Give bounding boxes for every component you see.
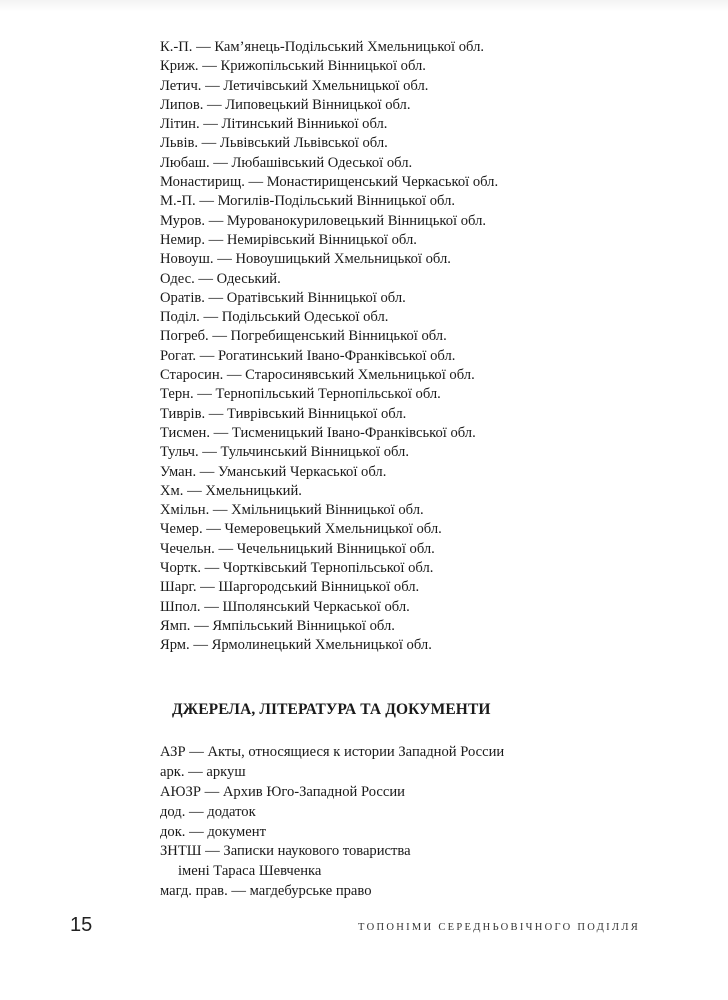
abbreviation-entry: Тисмен. — Тисменицький Івано-Франківської обл. xyxy=(160,424,476,441)
abbreviation-entry: Ямп. — Ямпільський Вінницької обл. xyxy=(160,617,395,634)
abbreviation-entry: Липов. — Липовецький Вінницької обл. xyxy=(160,96,411,113)
abbreviation-entry: Оратів. — Оратівський Вінницької обл. xyxy=(160,289,406,306)
abbreviation-entry: Монастирищ. — Монастирищенський Черкаської обл. xyxy=(160,174,499,191)
abbreviation-entry: Уман. — Уманський Черкаської обл. xyxy=(160,463,387,480)
abbreviation-entry: Шпол. — Шполянський Черкаської обл. xyxy=(160,598,410,615)
source-entry: дод. — додаток xyxy=(160,803,256,820)
abbreviation-entry: Літин. — Літинський Вінниької обл. xyxy=(160,116,388,133)
abbreviation-entry: Чортк. — Чортківський Тернопільської обл. xyxy=(160,560,434,577)
abbreviation-entry: Шарг. — Шаргородський Вінницької обл. xyxy=(160,579,420,596)
page-number: 15 xyxy=(70,914,93,936)
abbreviation-entry: Терн. — Тернопільський Тернопільської обл. xyxy=(160,386,441,403)
abbreviation-entry: Чемер. — Чемеровецький Хмельницької обл. xyxy=(160,521,442,538)
abbreviation-entry: Любаш. — Любашівський Одеської обл. xyxy=(160,154,413,171)
source-entry: магд. прав. — магдебурське право xyxy=(160,883,372,900)
abbreviation-entry: Поділ. — Подільський Одеської обл. xyxy=(160,309,389,326)
abbreviation-list xyxy=(160,38,700,656)
source-entry: арк. — аркуш xyxy=(160,763,246,780)
abbreviation-entry: Криж. — Крижопільський Вінницької обл. xyxy=(160,58,426,75)
source-entry: АЗР — Акты, относящиеся к истории Западной России xyxy=(160,744,505,760)
section-heading: ДЖЕРЕЛА, ЛІТЕРАТУРА ТА ДОКУМЕНТИ xyxy=(172,701,491,718)
source-entry: імені Тараса Шевченка xyxy=(178,863,322,880)
running-title: ТОПОНІМИ СЕРЕДНЬОВІЧНОГО ПОДІЛЛЯ xyxy=(358,922,641,933)
abbreviation-entry: Тульч. — Тульчинський Вінницької обл. xyxy=(160,444,409,461)
abbreviation-entry: Погреб. — Погребищенський Вінницької обл. xyxy=(160,328,447,345)
source-entry: АЮЗР — Архив Юго-Западной России xyxy=(160,783,405,800)
abbreviation-entry: Старосин. — Старосинявський Хмельницької обл. xyxy=(160,367,475,384)
page-top-shadow xyxy=(0,0,728,12)
abbreviation-entry: М.-П. — Могилів-Подільський Вінницької обл. xyxy=(160,193,456,210)
abbreviation-entry: К.-П. — Кам’янець-Подільський Хмельницької обл. xyxy=(160,39,484,55)
abbreviation-entry: Новоуш. — Новоушицький Хмельницької обл. xyxy=(160,251,451,268)
abbreviation-entry: Хм. — Хмельницький. xyxy=(160,482,302,499)
abbreviation-entry: Ярм. — Ярмолинецький Хмельницької обл. xyxy=(160,637,432,654)
abbreviation-entry: Тиврів. — Тиврівський Вінницької обл. xyxy=(160,405,407,422)
abbreviation-entry: Рогат. — Рогатинський Івано-Франківської обл. xyxy=(160,347,456,364)
abbreviation-entry: Чечельн. — Чечельницький Вінницької обл. xyxy=(160,540,435,557)
source-entry: ЗНТШ — Записки наукового товариства xyxy=(160,843,411,860)
abbreviation-entry: Муров. — Мурованокуриловецький Вінницької обл. xyxy=(160,212,487,229)
abbreviation-entry: Хмільн. — Хмільницький Вінницької обл. xyxy=(160,502,424,519)
source-entry: док. — документ xyxy=(160,823,266,840)
abbreviation-entry: Одес. — Одеський. xyxy=(160,270,281,287)
abbreviation-entry: Летич. — Летичівський Хмельницької обл. xyxy=(160,77,429,94)
abbreviation-entry: Львів. — Львівський Львівської обл. xyxy=(160,135,388,152)
abbreviation-entry: Немир. — Немирівський Вінницької обл. xyxy=(160,231,417,248)
sources-list xyxy=(160,743,700,902)
